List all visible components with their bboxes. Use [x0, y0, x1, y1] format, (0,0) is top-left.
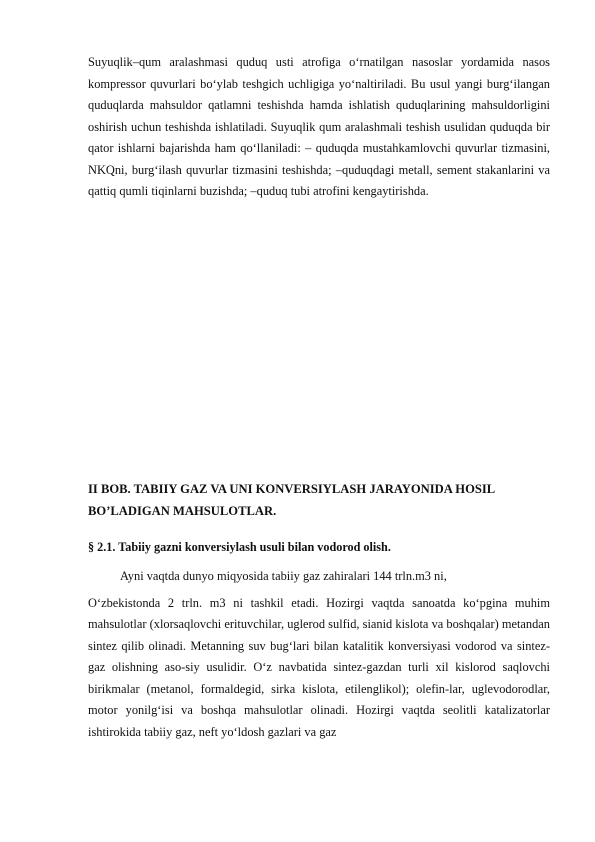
intro-paragraph: Suyuqlik–qum aralashmasi quduq usti atrofiga o‘rnatilgan nasoslar yordamida nasos kompressor quvurlari bo‘ylab teshgich uchligiga yo‘naltiriladi. Bu usul yangi burg‘ilangan quduqlarda mahsuldor qatlamni teshishda hamda ishlatish quduqlarining mahsuldorligini oshirish uchun teshishda ishlatiladi. Suyuqlik qum aralashmali teshish usulidan quduqda bir qator ishlarni bajarishda ham qo‘llaniladi: – quduqda mustahkamlovchi quvurlar tizmasini, NKQni, burg‘ilash quvurlar tizmasini teshishda; –quduqdagi metall, sement stakanlarini va qattiq qumli tiqinlarni buzishda; –quduq tubi atrofini kengaytirishda. [88, 55, 550, 198]
section-heading-block [88, 537, 550, 559]
section-paragraph-block [88, 566, 550, 743]
chapter-heading: II BOB. TABIIY GAZ VA UNI KONVERSIYLASH JARAYONIDA HOSIL BO’LADIGAN MAHSULOTLAR. [88, 482, 495, 518]
intro-paragraph-block [88, 52, 550, 203]
section-paragraph-first-line: Ayni vaqtda dunyo miqyosida tabiiy gaz zahiralari 144 trln.m3 ni, [120, 569, 447, 583]
chapter-heading-block [88, 479, 550, 523]
section-heading: § 2.1. Tabiiy gazni konversiylash usuli bilan vodorod olish. [88, 540, 391, 554]
section-paragraph: O‘zbekistonda 2 trln. m3 ni tashkil etadi. Hozirgi vaqtda sanoatda ko‘pgina muhim mahsulotlar (xlorsaqlovchi erituvchilar, uglerod sulfid, sianid kislota va boshqalar) metandan sintez qilib olinadi. Metanning suv bug‘lari bilan katalitik konversiyasi vodorod va sintez-gaz olishning aso-siy usulidir. O‘z navbatida sintez-gazdan turli xil kislorod saqlovchi birikmalar (metanol, formaldegid, sirka kislota, etilenglikol); olefin-lar, uglevodorodlar, motor yonilg‘isi va boshqa mahsulotlar olinadi. Hozirgi vaqtda seolitli katalizatorlar ishtirokida tabiiy gaz, neft yo‘ldosh gazlari va gaz [88, 595, 550, 739]
